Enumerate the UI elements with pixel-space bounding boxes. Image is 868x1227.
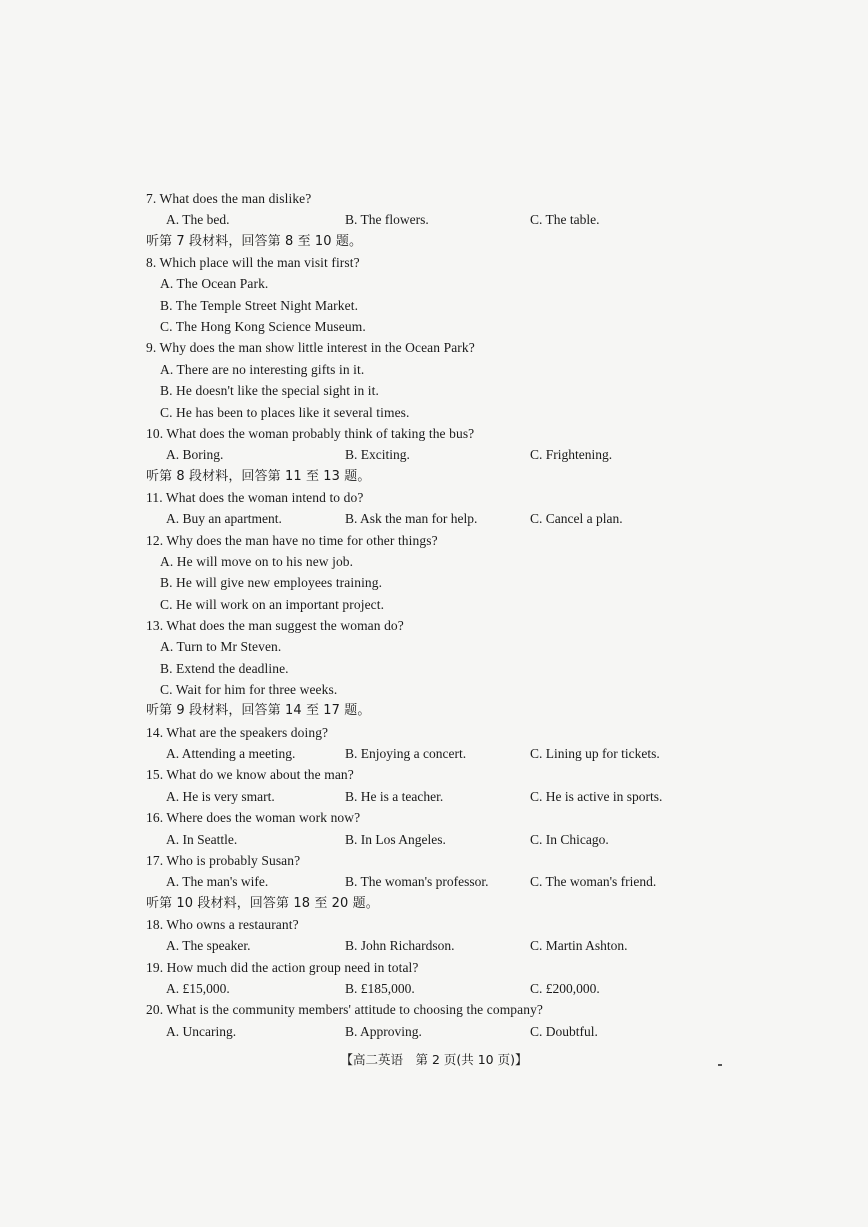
answer-option: B. Exciting. <box>345 447 410 462</box>
answer-option: A. The speaker. <box>166 938 251 953</box>
answer-option: A. In Seattle. <box>166 832 238 847</box>
answer-option: A. Attending a meeting. <box>166 746 296 761</box>
section-instruction: 听第 8 段材料，回答第 11 至 13 题。 <box>146 469 371 484</box>
answer-option: C. Lining up for tickets. <box>530 746 660 761</box>
answer-option: B. Ask the man for help. <box>345 511 478 526</box>
answer-option: C. The Hong Kong Science Museum. <box>160 319 366 334</box>
section-instruction: 听第 9 段材料，回答第 14 至 17 题。 <box>146 703 371 718</box>
answer-option: B. He doesn't like the special sight in it. <box>160 383 379 398</box>
answer-option: B. He will give new employees training. <box>160 575 383 590</box>
page-footer: 【高二英语 第 2 页(共 10 页)】 <box>340 1052 528 1067</box>
answer-option: C. He has been to places like it several times. <box>160 405 410 420</box>
question-stem: 8. Which place will the man visit first? <box>146 255 360 270</box>
answer-option: C. He is active in sports. <box>530 789 663 804</box>
answer-option: A. He will move on to his new job. <box>160 554 354 569</box>
answer-option: B. Extend the deadline. <box>160 661 289 676</box>
question-stem: 10. What does the woman probably think of taking the bus? <box>146 426 475 441</box>
answer-option: B. Approving. <box>345 1024 422 1039</box>
answer-option: A. Turn to Mr Steven. <box>160 639 282 654</box>
answer-option: C. Cancel a plan. <box>530 511 623 526</box>
question-stem: 20. What is the community members' attitude to choosing the company? <box>146 1002 544 1017</box>
question-stem: 9. Why does the man show little interest in the Ocean Park? <box>146 340 475 355</box>
answer-option: C. Doubtful. <box>530 1024 598 1039</box>
answer-option: C. £200,000. <box>530 981 600 996</box>
answer-option: B. £185,000. <box>345 981 415 996</box>
question-stem: 18. Who owns a restaurant? <box>146 917 299 932</box>
answer-option: C. In Chicago. <box>530 832 609 847</box>
answer-option: B. In Los Angeles. <box>345 832 446 847</box>
answer-option: A. The bed. <box>166 212 230 227</box>
answer-option: B. The flowers. <box>345 212 429 227</box>
question-stem: 15. What do we know about the man? <box>146 767 354 782</box>
question-stem: 17. Who is probably Susan? <box>146 853 301 868</box>
answer-option: A. Buy an apartment. <box>166 511 282 526</box>
answer-option: C. Frightening. <box>530 447 613 462</box>
answer-option: A. Boring. <box>166 447 224 462</box>
section-instruction: 听第 10 段材料，回答第 18 至 20 题。 <box>146 896 379 911</box>
answer-option: C. Wait for him for three weeks. <box>160 682 338 697</box>
answer-option: B. The Temple Street Night Market. <box>160 298 359 313</box>
answer-option: B. Enjoying a concert. <box>345 746 467 761</box>
answer-option: B. The woman's professor. <box>345 874 489 889</box>
answer-option: C. He will work on an important project. <box>160 597 385 612</box>
section-instruction: 听第 7 段材料，回答第 8 至 10 题。 <box>146 234 363 249</box>
answer-option: B. John Richardson. <box>345 938 455 953</box>
answer-option: C. The woman's friend. <box>530 874 657 889</box>
question-stem: 16. Where does the woman work now? <box>146 810 361 825</box>
answer-option: A. The Ocean Park. <box>160 276 269 291</box>
answer-option: A. Uncaring. <box>166 1024 237 1039</box>
answer-option: B. He is a teacher. <box>345 789 444 804</box>
question-stem: 7. What does the man dislike? <box>146 191 312 206</box>
scan-speck <box>718 1064 722 1066</box>
answer-option: A. There are no interesting gifts in it. <box>160 362 365 377</box>
answer-option: C. Martin Ashton. <box>530 938 628 953</box>
question-stem: 19. How much did the action group need in total? <box>146 960 419 975</box>
answer-option: C. The table. <box>530 212 600 227</box>
question-stem: 14. What are the speakers doing? <box>146 725 329 740</box>
answer-option: A. The man's wife. <box>166 874 269 889</box>
question-stem: 13. What does the man suggest the woman do? <box>146 618 404 633</box>
question-stem: 11. What does the woman intend to do? <box>146 490 364 505</box>
answer-option: A. £15,000. <box>166 981 230 996</box>
answer-option: A. He is very smart. <box>166 789 275 804</box>
question-stem: 12. Why does the man have no time for other things? <box>146 533 438 548</box>
